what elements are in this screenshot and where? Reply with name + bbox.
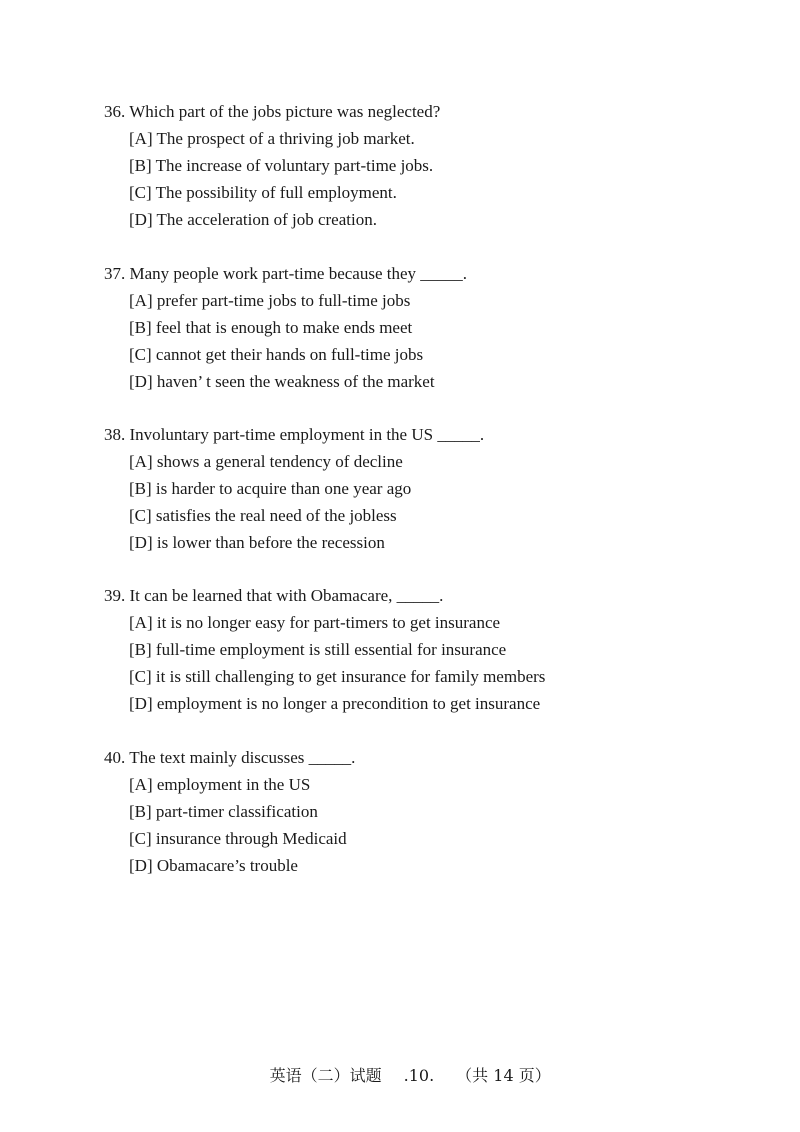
option-d: [D] The acceleration of job creation. [129,210,377,229]
footer-subject: 英语（二）试题 [269,1066,382,1085]
option-b: [B] feel that is enough to make ends meet [129,318,413,337]
question-38 [104,421,704,556]
option-d: [D] employment is no longer a precondition to get insurance [129,694,541,713]
option-a: [A] employment in the US [129,775,311,794]
option-a: [A] shows a general tendency of decline [129,452,403,471]
question-stem: 40. The text mainly discusses _____. [104,748,356,767]
question-stem: 39. It can be learned that with Obamacare, _____. [104,586,444,605]
option-c: [C] cannot get their hands on full-time jobs [129,345,424,364]
option-c: [C] satisfies the real need of the jobless [129,506,397,525]
option-a: [A] it is no longer easy for part-timers to get insurance [129,613,501,632]
footer-total-pages: （共 14 页） [456,1066,551,1085]
option-d: [D] is lower than before the recession [129,533,385,552]
question-39 [104,582,704,717]
question-stem: 36. Which part of the jobs picture was neglected? [104,102,441,121]
footer-page-number: .10. [403,1066,435,1085]
option-c: [C] The possibility of full employment. [129,183,397,202]
question-stem: 37. Many people work part-time because they _____. [104,264,468,283]
option-b: [B] full-time employment is still essential for insurance [129,640,507,659]
option-b: [B] The increase of voluntary part-time jobs. [129,156,434,175]
question-36 [104,98,704,233]
option-d: [D] Obamacare’s trouble [129,856,298,875]
option-c: [C] insurance through Medicaid [129,829,347,848]
option-c: [C] it is still challenging to get insurance for family members [129,667,546,686]
option-b: [B] is harder to acquire than one year ago [129,479,412,498]
question-40 [104,744,704,879]
option-d: [D] haven’ t seen the weakness of the market [129,372,435,391]
option-b: [B] part-timer classification [129,802,318,821]
question-37 [104,260,704,395]
option-a: [A] prefer part-time jobs to full-time jobs [129,291,411,310]
question-stem: 38. Involuntary part-time employment in the US _____. [104,425,485,444]
option-a: [A] The prospect of a thriving job market. [129,129,415,148]
page-footer [0,1040,800,1112]
